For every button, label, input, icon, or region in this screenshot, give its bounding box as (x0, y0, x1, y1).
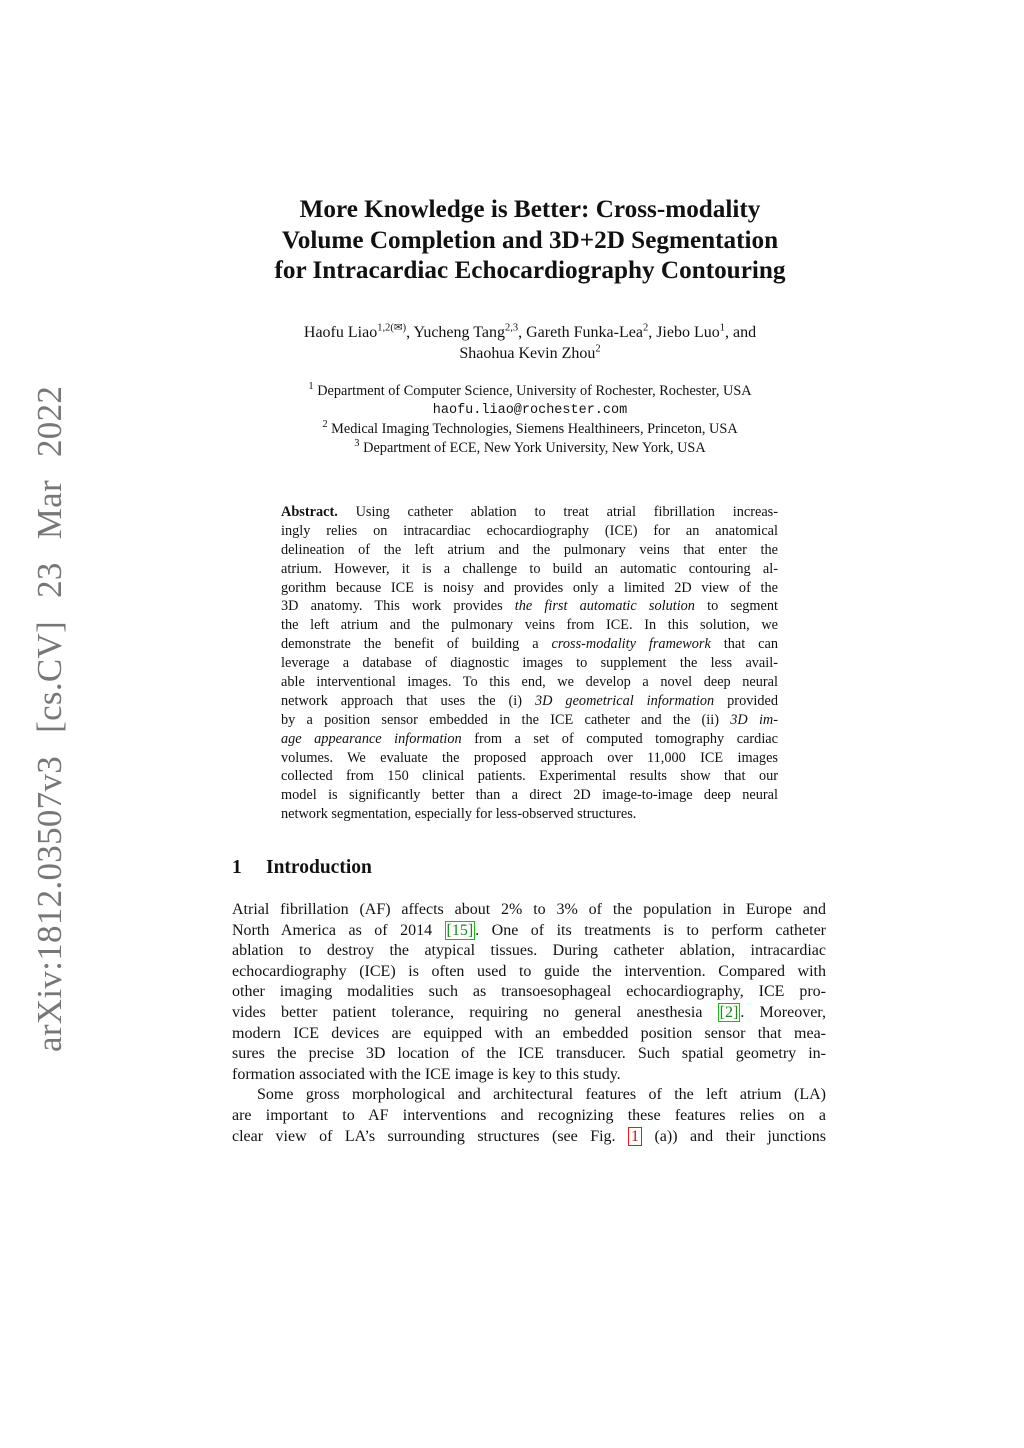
abstract-line: delineation of the left atrium and the pulmonary veins that enter the (281, 541, 778, 558)
author-affiliation-mark: 2,3 (504, 322, 519, 334)
abstract-text: that can (710, 636, 778, 653)
author-name: Shaohua Kevin Zhou (459, 345, 596, 362)
abstract-text: Using catheter ablation to treat atrial fibrillation increas- (355, 504, 778, 520)
author-list (232, 322, 828, 364)
abstract-text: from a set of computed tomography cardiac (461, 730, 778, 747)
abstract-line: the left atrium and the pulmonary veins from ICE. In this solution, we (281, 617, 778, 634)
paragraph-line: sures the precise 3D location of the ICE transducer. Such spatial geometry in- (232, 1045, 826, 1063)
abstract-line (281, 503, 778, 522)
title-line: for Intracardiac Echocardiography Contouring (274, 257, 786, 284)
author-affiliation-mark: 2 (642, 322, 649, 334)
paragraph-text: North America as of 2014 (232, 921, 445, 939)
section-number: 1 (232, 857, 242, 878)
abstract-line: atrium. However, it is a challenge to build an automatic contouring al- (281, 560, 778, 577)
citation-link[interactable]: [15] (446, 921, 474, 939)
author-affiliation-mark: 1 (719, 322, 725, 334)
abstract-text: 3D anatomy. This work provides (281, 598, 515, 615)
affiliations (232, 382, 828, 458)
paragraph-text: clear view of LA’s surrounding structures (see Fig. (232, 1127, 629, 1145)
abstract-label: Abstract. (281, 504, 338, 520)
paragraph-text: . Moreover, (740, 1003, 826, 1021)
paragraph-line (232, 1127, 826, 1148)
abstract-line: volumes. We evaluate the proposed approach over 11,000 ICE images (281, 749, 778, 766)
section-title: Introduction (266, 857, 372, 878)
paragraph-text: (a)) and their junctions (642, 1127, 827, 1145)
title-line: More Knowledge is Better: Cross-modality (299, 196, 761, 223)
abstract-text: network approach that uses the (i) (281, 692, 535, 709)
paper-title (232, 195, 828, 287)
author-name: , Jiebo Luo (648, 324, 720, 341)
abstract-line: gorithm because ICE is noisy and provides only a limited 2D view of the (281, 579, 778, 596)
author-affiliation-mark: 2 (595, 343, 601, 355)
paragraph-line (232, 921, 826, 942)
affiliation-mark: 1 (308, 381, 314, 393)
affiliation-text: Medical Imaging Technologies, Siemens Healthineers, Princeton, USA (331, 421, 738, 437)
abstract-line (281, 711, 778, 730)
abstract-emphasis: cross-modality framework (551, 636, 711, 653)
affiliation-line (232, 439, 828, 458)
abstract-text: demonstrate the benefit of building a (281, 636, 552, 653)
figure-reference-link[interactable]: 1 (628, 1127, 642, 1146)
abstract-emphasis: age appearance information (281, 730, 462, 747)
section-heading (232, 857, 372, 879)
affiliation-text: Department of ECE, New York University, New York, USA (363, 440, 706, 456)
abstract-line: model is significantly better than a direct 2D image-to-image deep neural (281, 787, 778, 804)
abstract-line: ingly relies on intracardiac echocardiography (ICE) for an anatomical (281, 522, 778, 539)
paragraph-line: formation associated with the ICE image is key to this study. (232, 1065, 621, 1083)
abstract-emphasis: 3D geometrical information (535, 692, 715, 709)
affiliation-line (232, 382, 828, 401)
abstract (281, 503, 778, 824)
title-line: Volume Completion and 3D+2D Segmentation (281, 226, 779, 254)
abstract-line: able interventional images. To this end, we develop a novel deep neural (281, 674, 778, 691)
author-line (232, 322, 828, 343)
paragraph-line: Some gross morphological and architectural features of the left atrium (LA) (257, 1086, 826, 1104)
paragraph-line: other imaging modalities such as transoesophageal echocardiography, ICE pro- (232, 983, 826, 1001)
abstract-line (281, 635, 778, 654)
abstract-line: collected from 150 clinical patients. Experimental results show that our (281, 768, 778, 785)
author-name: , Gareth Funka-Lea (518, 324, 643, 341)
citation-link[interactable]: [2] (719, 1003, 739, 1021)
arxiv-identifier-stamp: arXiv:1812.03507v3 [cs.CV] 23 Mar 2022 (30, 385, 69, 1052)
affiliation-line (232, 420, 828, 439)
abstract-emphasis: 3D im- (730, 711, 778, 728)
author-separator: , and (725, 324, 757, 341)
body-text (232, 900, 826, 1147)
paragraph-line: ablation to destroy the atypical tissues. During catheter ablation, intracardiac (232, 942, 826, 960)
affiliation-mark: 3 (354, 438, 360, 450)
abstract-text: provided (714, 692, 778, 709)
abstract-text: by a position sensor embedded in the ICE catheter and the (ii) (281, 711, 731, 728)
paragraph-line: echocardiography (ICE) is often used to guide the intervention. Compared with (232, 962, 826, 980)
affiliation-mark: 2 (322, 419, 328, 431)
abstract-line (281, 730, 778, 749)
affiliation-text: Department of Computer Science, University of Rochester, Rochester, USA (317, 383, 752, 399)
abstract-line (281, 597, 778, 616)
paragraph-line (232, 1003, 826, 1024)
abstract-text: to segment (694, 598, 778, 615)
paragraph-line: are important to AF interventions and recognizing these features relies on a (232, 1106, 826, 1124)
author-affiliation-mark: 1,2(✉) (377, 322, 407, 334)
author-name: , Yucheng Tang (406, 324, 505, 341)
paragraph-text: . One of its treatments is to perform catheter (475, 921, 826, 939)
author-name: Haofu Liao (303, 324, 378, 341)
author-email[interactable]: haofu.liao@rochester.com (432, 403, 628, 418)
abstract-line: leverage a database of diagnostic images to supplement the less avail- (281, 655, 778, 672)
paragraph-line: modern ICE devices are equipped with an embedded position sensor that mea- (232, 1024, 826, 1042)
author-line (232, 343, 828, 364)
abstract-line (281, 692, 778, 711)
abstract-emphasis: the first automatic solution (514, 598, 695, 615)
paragraph-text: vides better patient tolerance, requiring no general anesthesia (232, 1003, 718, 1021)
paragraph-line: Atrial fibrillation (AF) affects about 2% to 3% of the population in Europe and (232, 901, 826, 918)
abstract-line: network segmentation, especially for less-observed structures. (281, 806, 637, 823)
